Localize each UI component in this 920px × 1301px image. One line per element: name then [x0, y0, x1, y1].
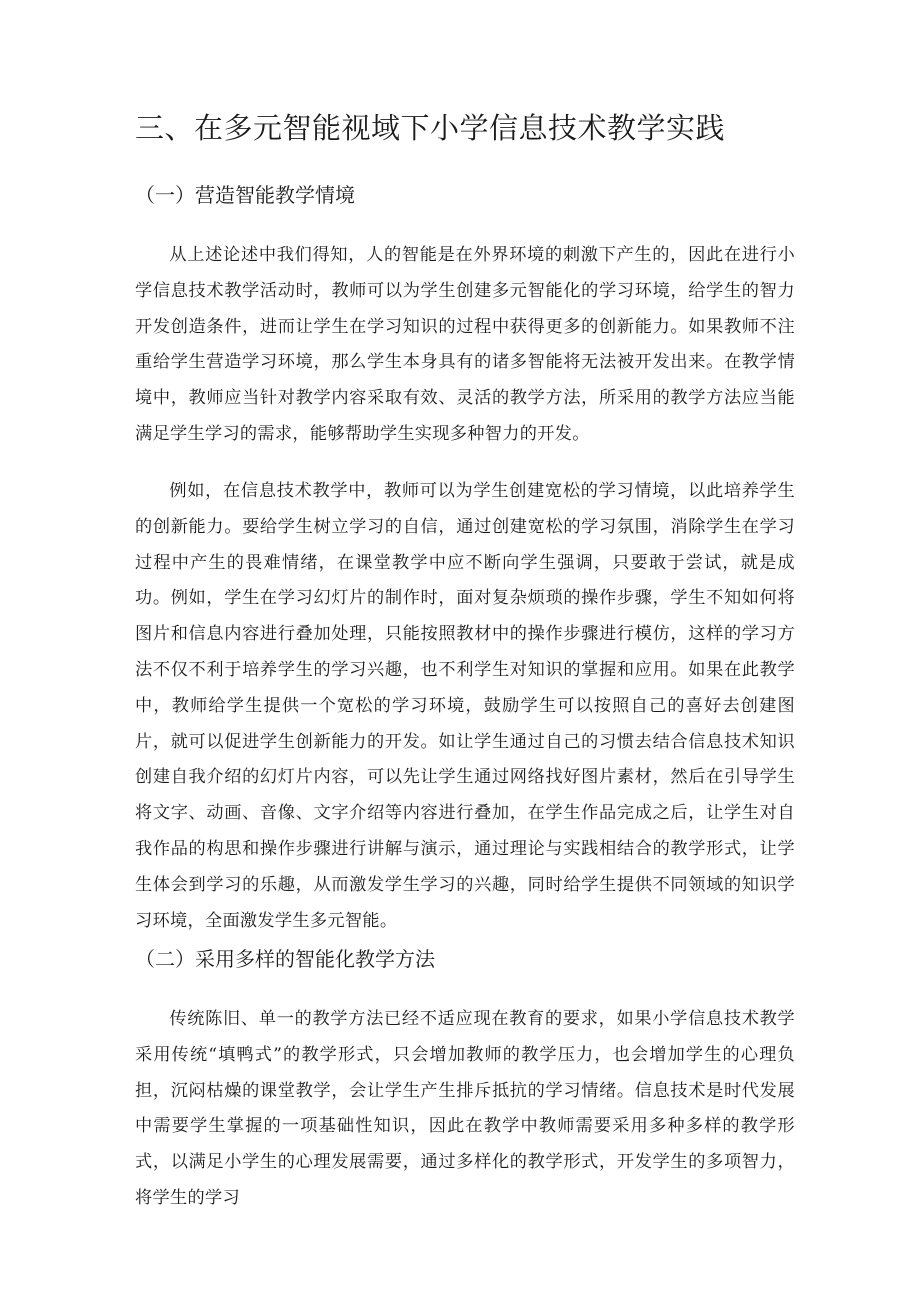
section-title: 三、在多元智能视域下小学信息技术教学实践	[135, 111, 726, 145]
paragraph: 传统陈旧、单一的教学方法已经不适应现在教育的要求，如果小学信息技术教学采用传统“填鸭式”的教学形式，只会增加教师的教学压力，也会增加学生的心理负担，沉闷枯燥的课堂教学，会让学生产生排斥抵抗的学习情绪。信息技术是时代发展中需要学生掌握的一项基础性知识，因此在教学中教师需要采用多种多样的教学形式，以满足小学生的心理发展需要，通过多样化的教学形式，开发学生的多项智力，将学生的学习	[135, 1009, 795, 1208]
subsection-heading: （一）营造智能教学情境	[135, 183, 355, 207]
subsection-heading: （二）采用多样的智能化教学方法	[135, 947, 435, 971]
paragraph: 例如，在信息技术教学中，教师可以为学生创建宽松的学习情境，以此培养学生的创新能力。要给学生树立学习的自信，通过创建宽松的学习氛围，消除学生在学习过程中产生的畏难情绪，在课堂教学中应不断向学生强调，只要敢于尝试，就是成功。例如，学生在学习幻灯片的制作时，面对复杂烦琐的操作步骤，学生不知如何将图片和信息内容进行叠加处理，只能按照教材中的操作步骤进行模仿，这样的学习方法不仅不利于培养学生的学习兴趣，也不利学生对知识的掌握和应用。如果在此教学中，教师给学生提供一个宽松的学习环境，鼓励学生可以按照自己的喜好去创建图片，就可以促进学生创新能力的开发。如让学生通过自己的习惯去结合信息技术知识创建自我介绍的幻灯片内容，可以先让学生通过网络找好图片素材，然后在引导学生将文字、动画、音像、文字介绍等内容进行叠加，在学生作品完成之后，让学生对自我作品的构思和操作步骤进行讲解与演示，通过理论与实践相结合的教学形式，让学生体会到学习的乐趣，从而激发学生学习的兴趣，同时给学生提供不同领域的知识学习环境，全面激发学生多元智能。	[135, 481, 795, 931]
paragraph: 从上述论述中我们得知，人的智能是在外界环境的刺激下产生的，因此在进行小学信息技术教学活动时，教师可以为学生创建多元智能化的学习环境，给学生的智力开发创造条件，进而让学生在学习知识的过程中获得更多的创新能力。如果教师不注重给学生营造学习环境，那么学生本身具有的诸多智能将无法被开发出来。在教学情境中，教师应当针对教学内容采取有效、灵活的教学方法，所采用的教学方法应当能满足学生学习的需求，能够帮助学生实现多种智力的开发。	[135, 245, 795, 444]
